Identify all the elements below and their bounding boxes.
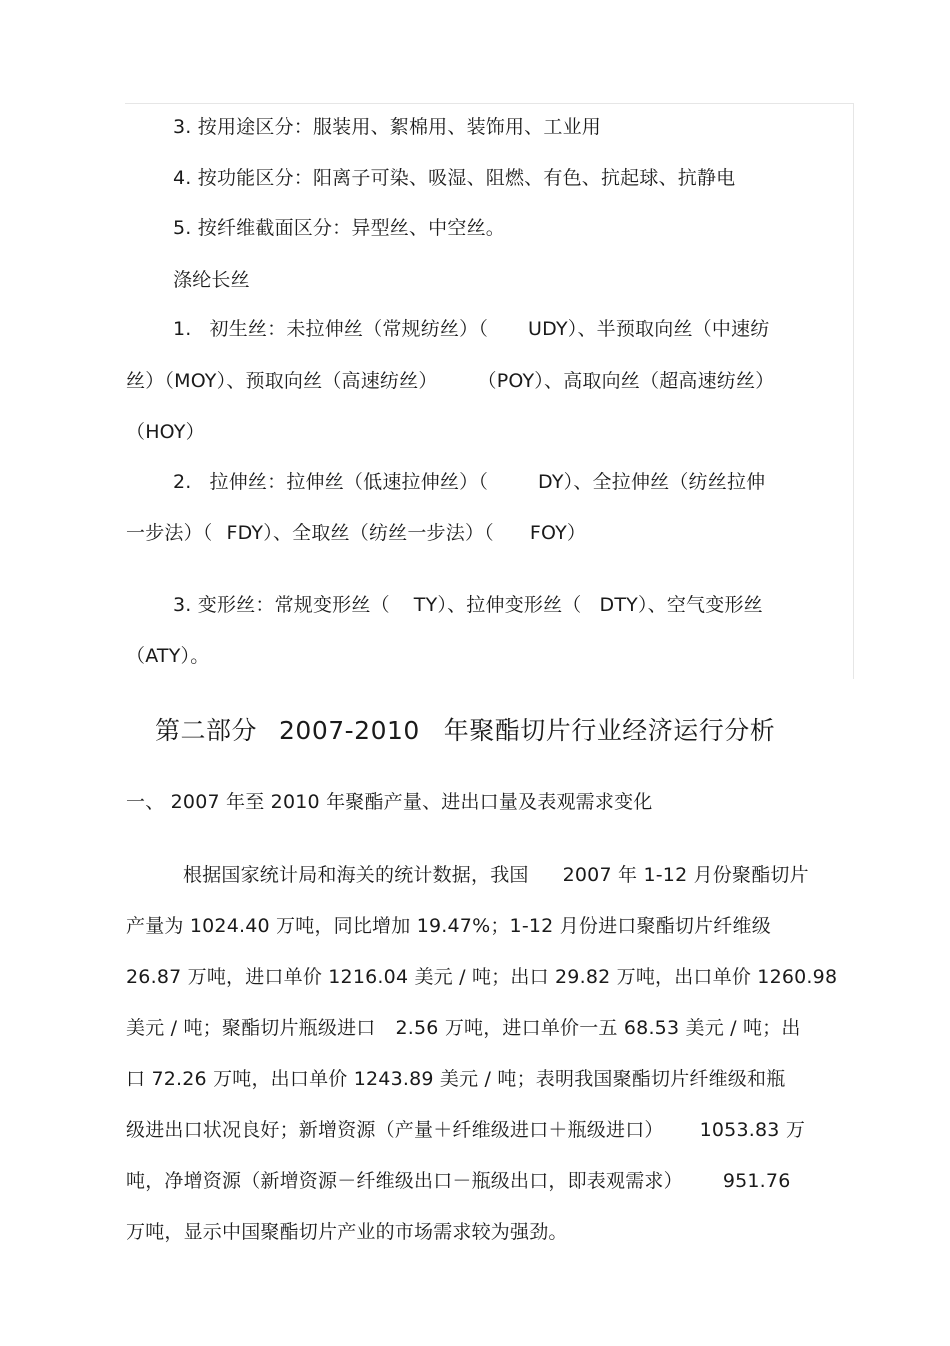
filament-item-2-line-2 [126, 521, 586, 545]
text: 1053.83 万 [699, 1119, 806, 1141]
code: FOY） [529, 522, 587, 544]
text: 2.56 万吨，进口单价一五 68.53 美元 / 吨；出 [395, 1017, 801, 1039]
filament-item-1-line-3: （HOY） [126, 421, 205, 443]
text: 美元 / 吨；聚酯切片瓶级进口 [126, 1017, 376, 1039]
text: 拉伸丝：拉伸丝（低速拉伸丝）（ [209, 471, 489, 493]
filament-item-3-line-2: （ATY）。 [126, 645, 210, 667]
filament-item-1-line-2 [126, 369, 774, 393]
paragraph-line-7 [126, 1169, 791, 1193]
text: 2007 年 1-12 月份聚酯切片 [562, 864, 809, 886]
paragraph-line-6 [126, 1118, 805, 1142]
code: UDY） [528, 318, 578, 340]
code: DY） [538, 471, 574, 493]
text: 、全取丝（纺丝一步法）（ [272, 522, 494, 544]
code: TY） [413, 594, 448, 616]
paragraph-line-4 [126, 1016, 801, 1040]
text: 吨，净增资源（新增资源－纤维级出口－瓶级出口，即表观需求） [126, 1170, 683, 1192]
text: 、全拉伸丝（纺丝拉伸 [573, 471, 766, 493]
code: FDY） [226, 522, 273, 544]
text: 、拉伸变形丝（ [447, 594, 582, 616]
code: DTY） [599, 594, 648, 616]
part-two-title [155, 715, 775, 747]
filament-item-1-line-1 [173, 317, 769, 341]
paragraph-line-8: 万吨，显示中国聚酯切片产业的市场需求较为强劲。 [126, 1221, 568, 1243]
item-number: 2. [173, 471, 192, 493]
paragraph-line-2: 产量为 1024.40 万吨，同比增加 19.47%；1-12 月份进口聚酯切片纤维级 [126, 915, 771, 937]
section-one-heading: 一、 2007 年至 2010 年聚酯产量、进出口量及表观需求变化 [126, 791, 653, 813]
text: 一步法）（ [126, 522, 213, 544]
title-subject: 年聚酯切片行业经济运行分析 [443, 716, 776, 745]
filament-heading: 涤纶长丝 [173, 269, 250, 291]
text: 初生丝：未拉伸丝（常规纺丝）（ [209, 318, 489, 340]
text: 、半预取向丝（中速纺 [577, 318, 770, 340]
filament-item-3-line-1 [173, 593, 763, 617]
paragraph-line-1 [183, 863, 809, 887]
text: 、空气变形丝 [647, 594, 763, 616]
text: 级进出口状况良好；新增资源（产量＋纤维级进口＋瓶级进口） [126, 1119, 664, 1141]
text: 根据国家统计局和海关的统计数据，我国 [183, 864, 529, 886]
text: 951.76 [722, 1170, 791, 1192]
function-classification: 4. 按功能区分：阳离子可染、吸湿、阻燃、有色、抗起球、抗静电 [173, 167, 736, 189]
paragraph-line-3: 26.87 万吨，进口单价 1216.04 美元 / 吨；出口 29.82 万吨，出口单价 1260.98 [126, 966, 838, 988]
title-part-label: 第二部分 [155, 716, 258, 745]
paragraph-line-5: 口 72.26 万吨，出口单价 1243.89 美元 / 吨；表明我国聚酯切片纤维级和瓶 [126, 1068, 786, 1090]
text: 3. 变形丝：常规变形丝（ [173, 594, 390, 616]
usage-classification: 3. 按用途区分：服装用、絮棉用、装饰用、工业用 [173, 116, 601, 138]
item-number: 1. [173, 318, 192, 340]
cross-section-classification: 5. 按纤维截面区分：异型丝、中空丝。 [173, 217, 505, 239]
title-years: 2007-2010 [279, 716, 420, 745]
filament-item-2-line-1 [173, 470, 765, 494]
text: （POY）、高取向丝（超高速纺丝） [477, 370, 775, 392]
text: 丝）（MOY）、预取向丝（高速纺丝） [126, 370, 438, 392]
